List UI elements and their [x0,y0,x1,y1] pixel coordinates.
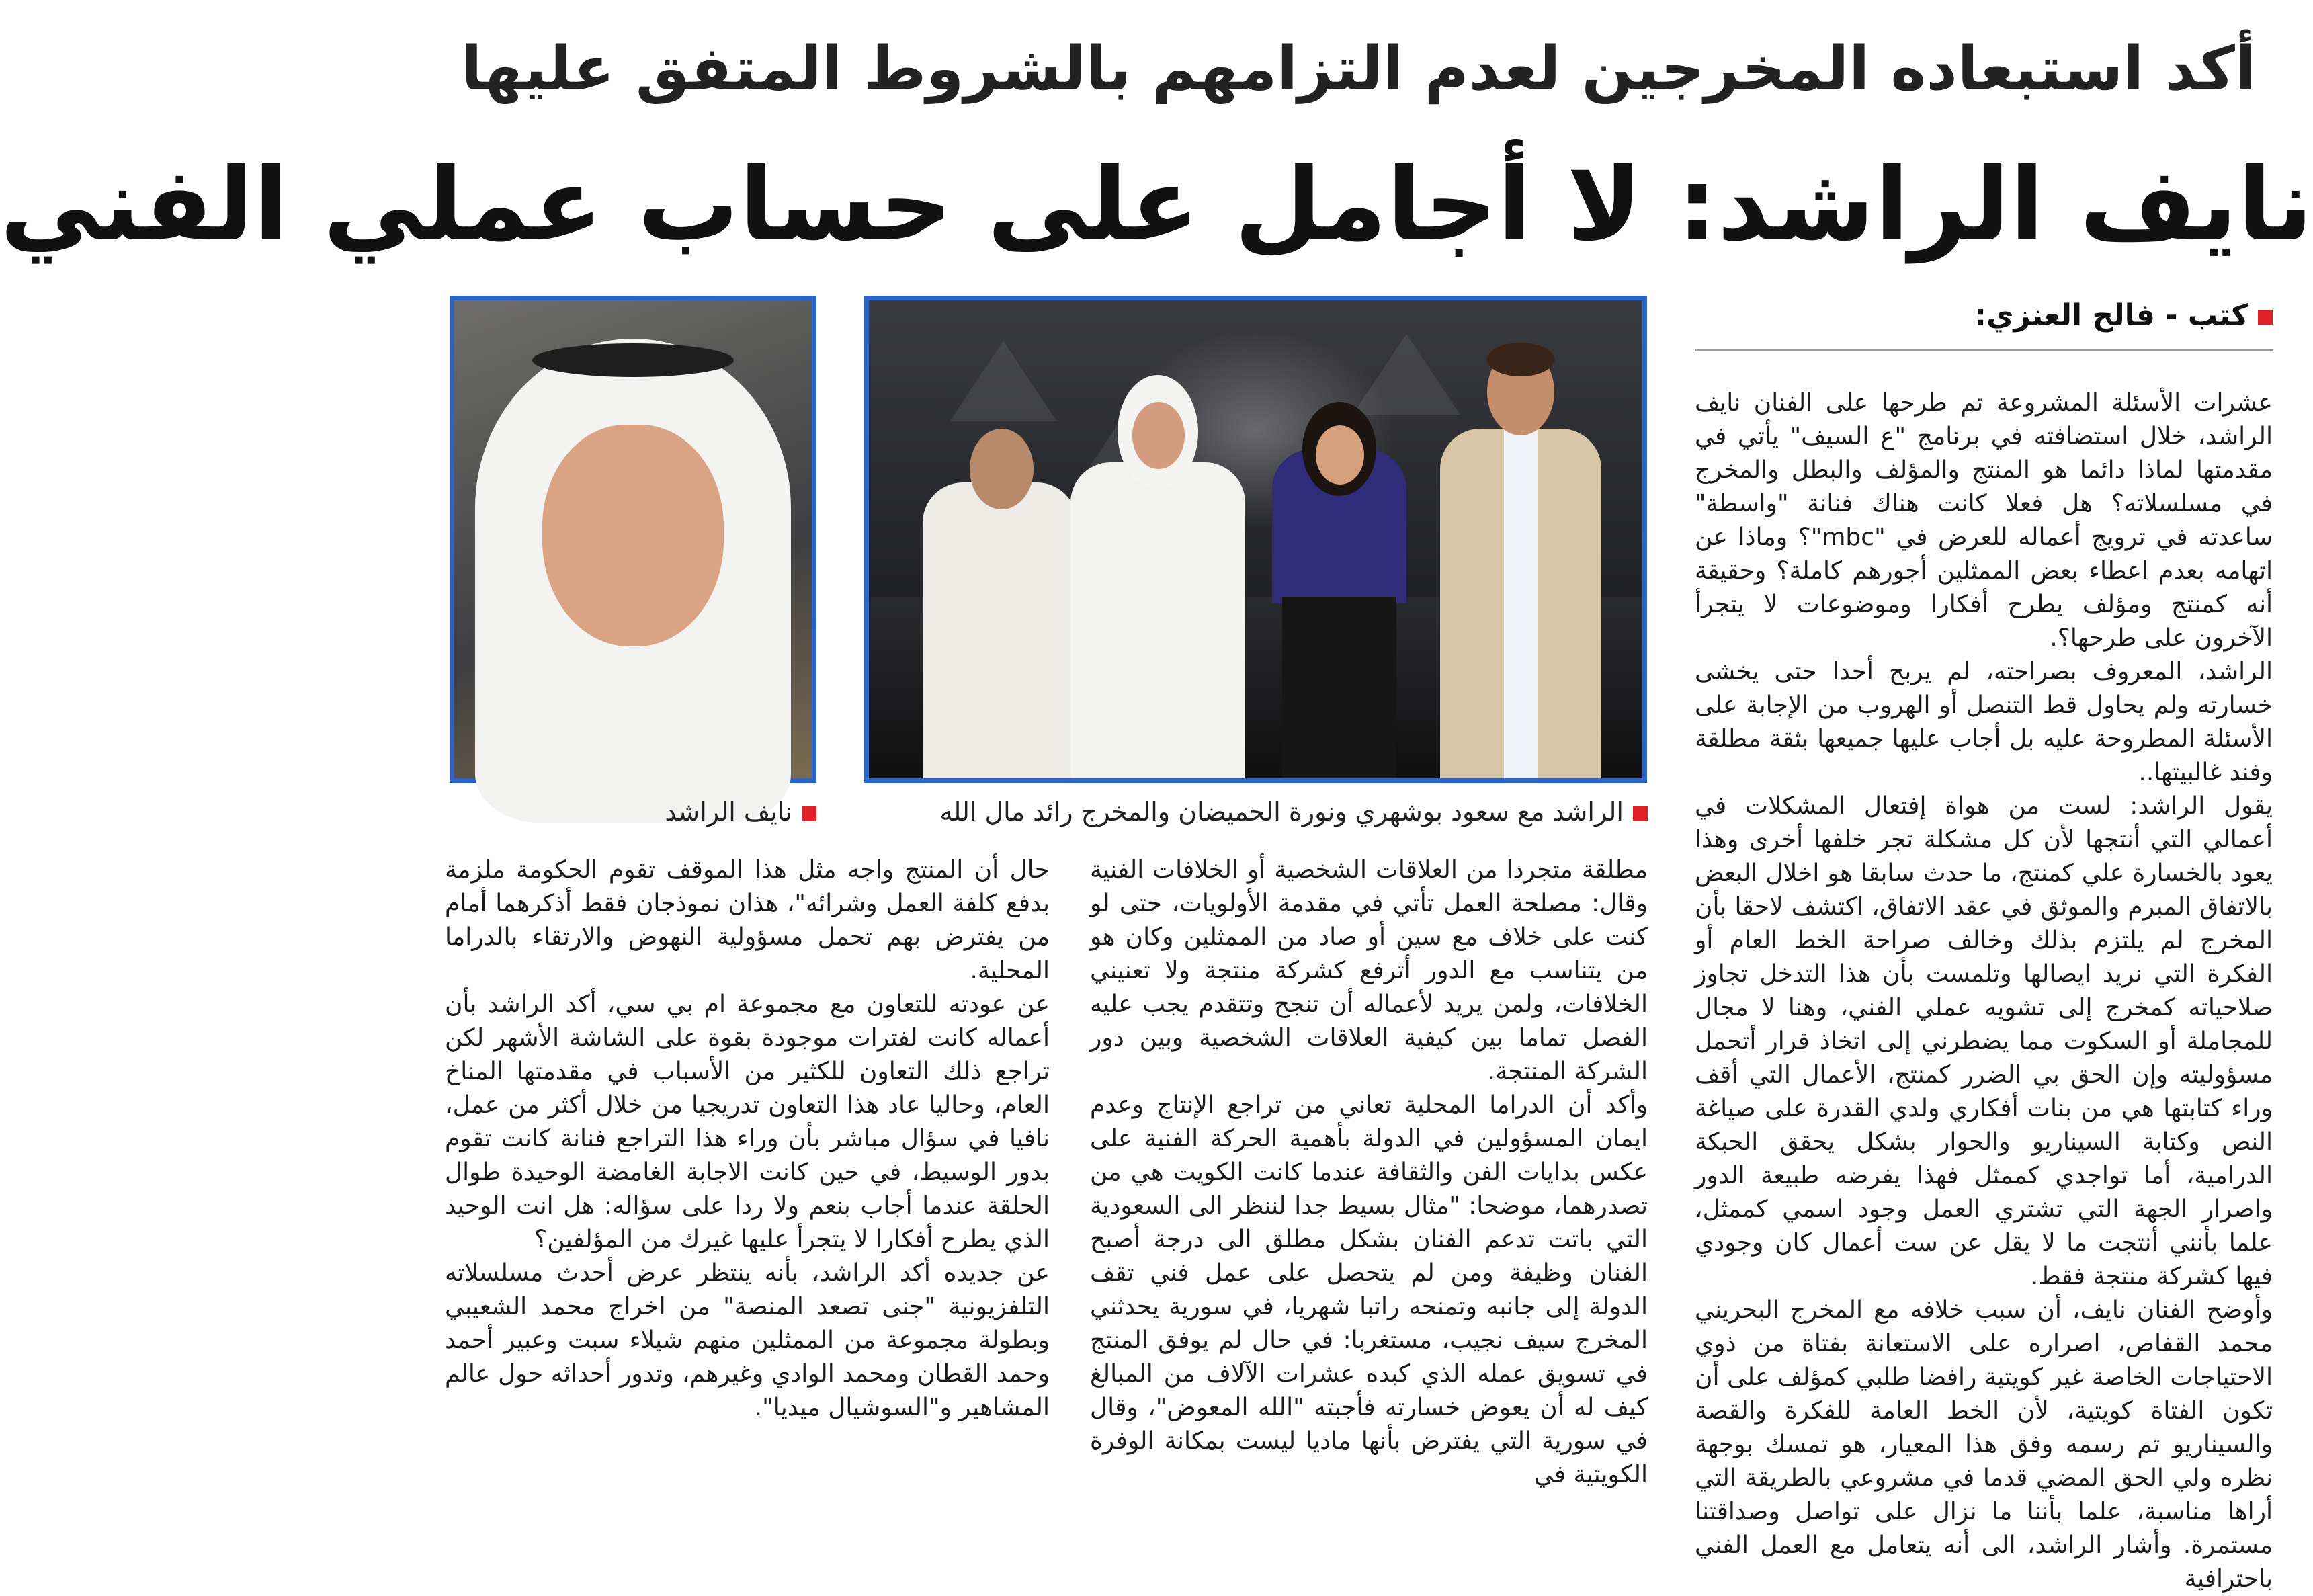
paragraph: مطلقة متجردا من العلاقات الشخصية أو الخلافات الفنية وقال: مصلحة العمل تأتي في مقدمة الأولويات، حتى لو كنت على خلاف مع سين أو صاد من الممثلين وكان هو من يتناسب مع الدور أترفع كشركة منتجة ولا تعنيني الخلافات، ولمن يريد لأعماله أن تنجح وتتقدم يجب عليه الفصل تماما بين كيفية العلاقات الشخصية وبين دور الشركة المنتجة. [1090,856,1648,1085]
red-square-icon [2258,310,2273,325]
paragraph: وأكد أن الدراما المحلية تعاني من تراجع الإنتاج وعدم ايمان المسؤولين في الدولة بأهمية الحركة الفنية على عكس بدايات الفن والثقافة عندما كانت الكويت هي من تصدرهما، موضحا: "مثال بسيط جدا لننظر الى السعودية التي باتت تدعم الفنان بشكل مطلق الى درجة أصبح الفنان وظيفة ومن لم يتحصل على عمل فني تقف الدولة إلى جانبه وتمنحه راتبا شهريا، في سورية يحدثني المخرج سيف نجيب، مستغربا: في حال لم يوفق المنتج في تسويق عمله الذي كبده عشرات الآلاف من المبالغ كيف له أن يعوض خسارته فأجبته "الله المعوض"، وقال في سورية التي يفترض بأنها ماديا ليست بمكانة الوفرة الكويتية في [1090,1091,1648,1488]
red-square-icon [802,806,816,821]
paragraph: وأوضح الفنان نايف، أن سبب خلافه مع المخرج البحريني محمد القفاص، اصراره على الاستعانة بفتاة من ذوي الاحتياجات الخاصة غير كويتية رافضا طلبي كمؤلف على أن تكون الفتاة كويتية، لأن الخط العامة للفكرة والقصة والسيناريو تم رسمه وفق هذا المعيار، هو تمسك بوجهة نظره ولي الحق المضي قدما في مشروعي بالطريقة التي أراها مناسبة، علما بأننا ما نزال على تواصل وصداقتنا مستمرة. وأشار الراشد، الى أنه يتعامل مع العمل الفني باحترافية [1695,1296,2273,1593]
group-photo [864,296,1647,783]
kicker: أكد استبعاده المخرجين لعدم التزامهم بالشروط المتفق عليها [461,34,2256,104]
person-center [1070,375,1245,778]
portrait-photo [450,296,816,783]
group-photo-caption [939,793,1648,831]
article-column-middle [1090,853,1648,1488]
portrait-caption [450,793,816,831]
article-column-left [445,853,1050,1421]
caption-text: نايف الراشد [665,797,792,827]
byline-text: كتب - فالح العنزي: [1974,298,2248,333]
caption-text: الراشد مع سعود بوشهري ونورة الحميضان والمخرج رائد مال الله [939,797,1624,827]
person-woman [1272,402,1406,778]
person-left [923,429,1077,778]
paragraph: يقول الراشد: لست من هواة إفتعال المشكلات في أعمالي التي أنتجها لأن كل مشكلة تجر خلفها أخرى وهذا يعود بالخسارة علي كمنتج، ما حدث سابقا هو اخلال البعض بالاتفاق المبرم والموثق في عقد الاتفاق، اكتشف لاحقا بأن المخرج لم يلتزم بذلك وخالف صراحة الخط العام أو الفكرة التي نريد ايصالها وتلمست بأن هذا التدخل تجاوز صلاحياته كمخرج إلى تشويه عملي الفني، وهنا لا مجال للمجاملة أو السكوت مما يضطرني إلى اتخاذ قرار أتحمل مسؤوليته وإن الحق بي الضرر كمنتج، الأعمال التي أقف وراء كتابتها هي من بنات أفكاري ولدي القدرة على صياغة النص وكتابة السيناريو والحوار بشكل يحقق الحبكة الدرامية، أما تواجدي كممثل فهذا يفرضه طبيعة الدور واصرار الجهة التي تشتري العمل وجود اسمي كممثل، علما بأنني أنتجت ما لا يقل عن ست أعمال كان وجودي فيها كشركة منتجة فقط. [1695,792,2273,1290]
person-right [1440,348,1601,778]
paragraph: عشرات الأسئلة المشروعة تم طرحها على الفنان نايف الراشد، خلال استضافته في برنامج "ع السيف" يأتي في مقدمتها لماذا دائما هو المنتج والمؤلف والبطل والمخرج في مسلسلاته؟ هل فعلا كانت هناك فنانة "واسطة" ساعدته في ترويج أعماله للعرض في "mbc"؟ وماذا عن اتهامه بعدم اعطاء بعض الممثلين أجورهم كاملة؟ وحقيقة أنه كمنتج ومؤلف يطرح أفكارا وموضوعات لا يتجرأ الآخرون على طرحها؟. [1695,389,2273,652]
headline: نايف الراشد: لا أجامل على حساب عملي الفني [0,146,2313,263]
face [542,425,724,646]
byline [1735,296,2273,336]
article-column-right [1695,386,2273,1593]
red-square-icon [1633,806,1648,821]
byline-divider [1695,349,2273,351]
paragraph: حال أن المنتج واجه مثل هذا الموقف تقوم الحكومة ملزمة بدفع كلفة العمل وشرائه"، هذان نموذجان فقط أذكرهما أمام من يفترض بهم تحمل مسؤولية النهوض والارتقاء بالدراما المحلية. [445,856,1050,984]
paragraph: عن عودته للتعاون مع مجموعة ام بي سي، أكد الراشد بأن أعماله كانت لفترات موجودة بقوة على الشاشة الأشهر لكن تراجع ذلك التعاون للكثير من الأسباب في مقدمتها المناخ العام، وحاليا عاد هذا التعاون تدريجيا من خلال أكثر من عمل، نافيا في سؤال مباشر بأن وراء هذا التراجع فنانة كانت تقوم بدور الوسيط، في حين كانت الاجابة الغامضة الوحيدة طوال الحلقة عندما أجاب بنعم ولا ردا على سؤاله: هل انت الوحيد الذي يطرح أفكارا لا يتجرأ عليها غيرك من المؤلفين؟ [445,991,1050,1253]
agal [532,343,734,377]
paragraph: عن جديده أكد الراشد، بأنه ينتظر عرض أحدث مسلسلاته التلفزيونية "جنى تصعد المنصة" من اخراج محمد الشعيبي وبطولة مجموعة من الممثلين منهم شيلاء سبت وعبير أحمد وحمد القطان ومحمد الوادي وغيرهم، وتدور أحداثه حول عالم المشاهير و"السوشيال ميديا". [445,1259,1050,1421]
paragraph: الراشد، المعروف بصراحته، لم يربح أحدا حتى يخشى خسارته ولم يحاول قط التنصل أو الهروب من الإجابة على الأسئلة المطروحة عليه بل أجاب عليها جميعها بثقة مطلقة وفند غالبيتها.. [1695,658,2273,786]
